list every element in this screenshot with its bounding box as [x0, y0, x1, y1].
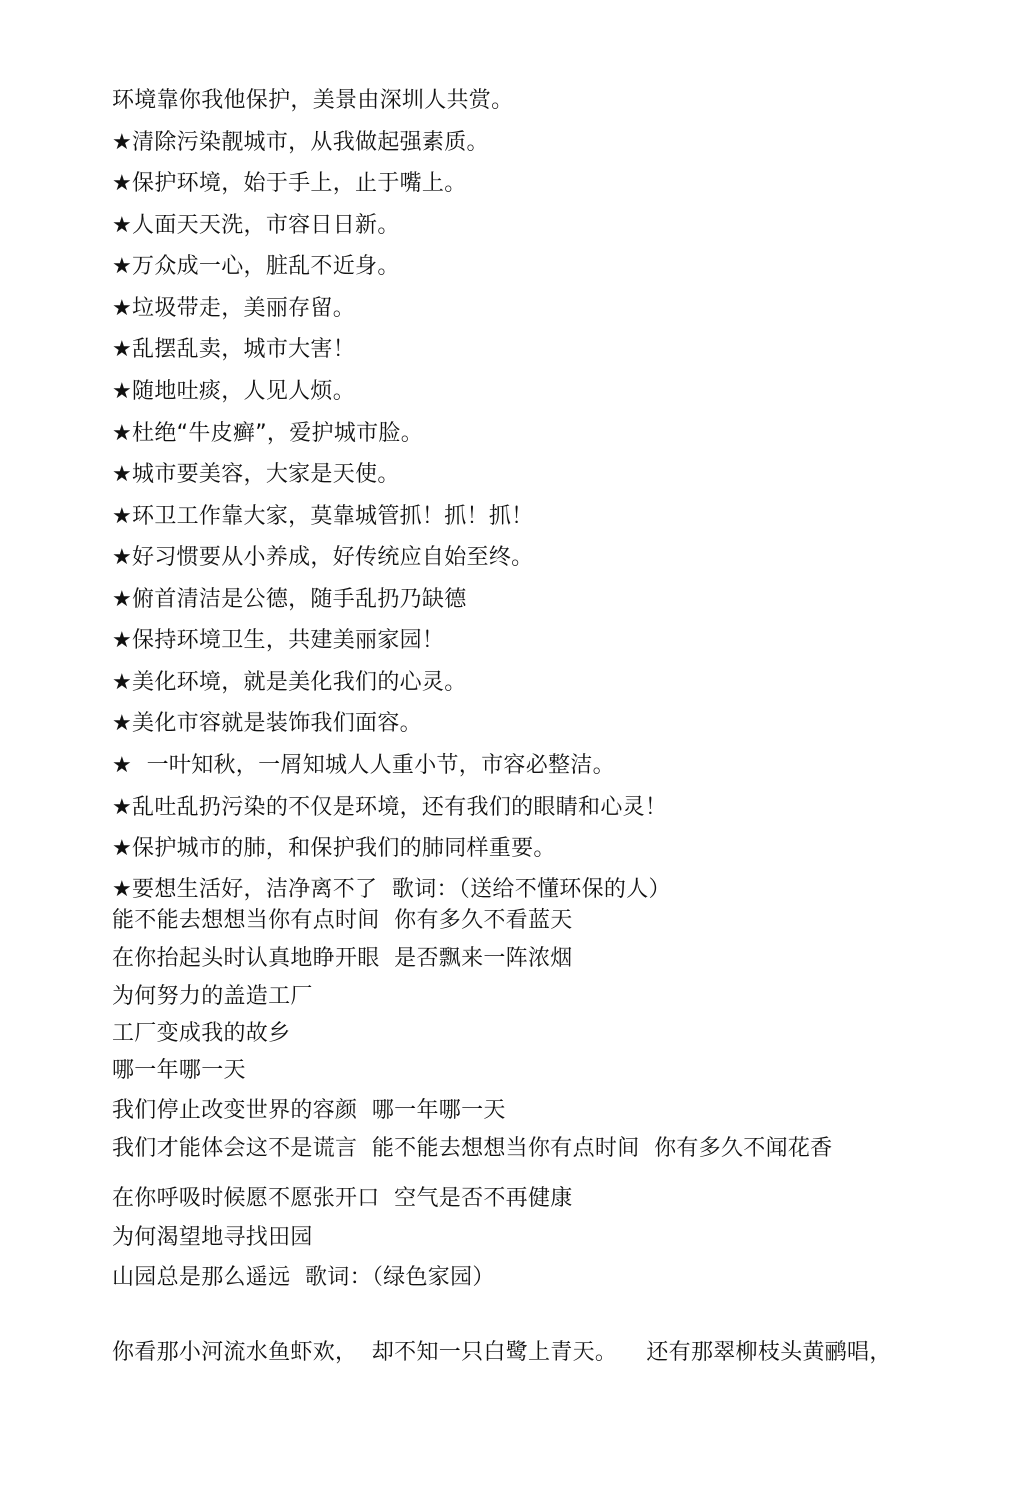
text-line: 能不能去想想当你有点时间 你有多久不看蓝天	[112, 908, 573, 933]
text-line: ★保护城市的肺，和保护我们的肺同样重要。	[112, 836, 556, 861]
text-line: ★要想生活好，洁净离不了 歌词：（送给不懂环保的人）	[112, 877, 671, 902]
text-line: ★美化市容就是装饰我们面容。	[112, 711, 422, 736]
text-line: 哪一年哪一天	[112, 1058, 246, 1083]
text-line: ★随地吐痰，人见人烦。	[112, 379, 356, 404]
text-line: ★清除污染靓城市，从我做起强素质。	[112, 130, 489, 155]
text-line: ★好习惯要从小养成，好传统应自始至终。	[112, 545, 534, 570]
text-line: ★ 一叶知秋，一屑知城人人重小节，市容必整洁。	[112, 753, 615, 778]
text-line: ★万众成一心，脏乱不近身。	[112, 254, 400, 279]
text-line: 在你抬起头时认真地睁开眼 是否飘来一阵浓烟	[112, 946, 573, 971]
text-line: ★环卫工作靠大家，莫靠城管抓！抓！抓！	[112, 504, 534, 529]
text-line: 我们才能体会这不是谎言 能不能去想想当你有点时间 你有多久不闻花香	[112, 1136, 833, 1161]
text-line: 为何渴望地寻找田园	[112, 1225, 313, 1250]
text-line: ★杜绝“牛皮癣”，爱护城市脸。	[112, 421, 424, 446]
text-line: 环境靠你我他保护，美景由深圳人共赏。	[112, 88, 514, 113]
text-line: 我们停止改变世界的容颜 哪一年哪一天	[112, 1098, 506, 1123]
text-line: 你看那小河流水鱼虾欢， 却不知一只白鹭上青天。 还有那翠柳枝头黄鹂唱，	[112, 1340, 892, 1365]
text-line: ★美化环境，就是美化我们的心灵。	[112, 670, 467, 695]
text-line: ★城市要美容，大家是天使。	[112, 462, 400, 487]
text-line: ★乱吐乱扔污染的不仅是环境，还有我们的眼睛和心灵！	[112, 795, 668, 820]
text-line: 在你呼吸时候愿不愿张开口 空气是否不再健康	[112, 1186, 573, 1211]
text-line: ★保护环境，始于手上，止于嘴上。	[112, 171, 467, 196]
text-line: 工厂变成我的故乡	[112, 1021, 291, 1046]
text-line: ★保持环境卫生，共建美丽家园！	[112, 628, 445, 653]
text-line: ★垃圾带走，美丽存留。	[112, 296, 356, 321]
text-line: ★人面天天洗，市容日日新。	[112, 213, 400, 238]
text-line: 山园总是那么遥远 歌词：（绿色家园）	[112, 1265, 495, 1290]
text-line: ★乱摆乱卖，城市大害！	[112, 337, 356, 362]
text-line: ★俯首清洁是公德，随手乱扔乃缺德	[112, 587, 467, 612]
text-line: 为何努力的盖造工厂	[112, 984, 313, 1009]
